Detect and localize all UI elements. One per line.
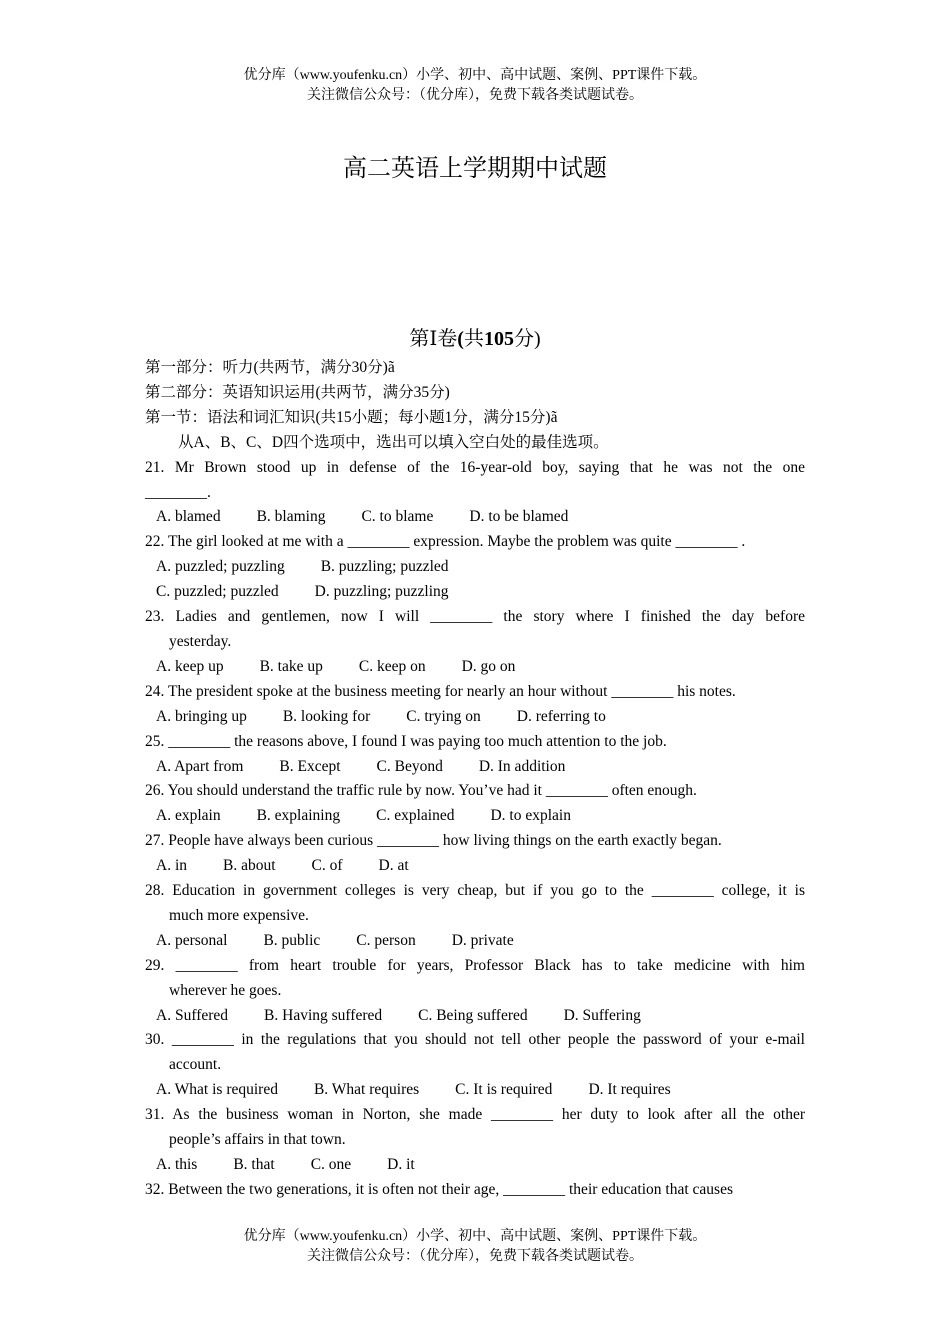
instruction-line: 从A、B、C、D四个选项中，选出可以填入空白处的最佳选项。 — [178, 433, 609, 451]
question-item — [145, 530, 805, 605]
answer-option: A. Apart from — [156, 757, 244, 775]
answer-option: D. Suffering — [563, 1006, 641, 1024]
question-item — [145, 456, 805, 531]
question-item — [145, 680, 805, 730]
question-stem: 28. Education in government colleges is very cheap, but if you go to the ________ college, it is — [145, 882, 805, 900]
answer-option: C. keep on — [358, 657, 426, 675]
question-stem-continued: wherever he goes. — [169, 981, 282, 999]
answer-option: D. to be blamed — [469, 508, 569, 526]
answer-option: C. Being suffered — [418, 1006, 528, 1024]
answer-option: B. take up — [259, 657, 323, 675]
answer-option: A. this — [156, 1156, 198, 1173]
option-row — [145, 929, 805, 954]
answer-option: C. to blame — [361, 508, 434, 526]
option-row — [145, 804, 805, 829]
question-stem-continued: ________. — [145, 483, 211, 501]
question-stem: 26. You should understand the traffic rule by now. You’ve had it ________ often enough. — [145, 782, 697, 800]
answer-option: A. Suffered — [156, 1006, 229, 1024]
answer-option: D. puzzling; puzzling — [314, 583, 449, 601]
option-row — [145, 854, 805, 879]
section-title-paren: ( — [457, 328, 464, 350]
section-title-score: 105 — [483, 328, 514, 350]
question-stem: 29. ________ from heart trouble for years, Professor Black has to take medicine with him — [145, 956, 805, 974]
answer-option: B. explaining — [256, 807, 341, 825]
question-stem: 31. As the business woman in Norton, she made ________ her duty to look after all the other — [145, 1106, 805, 1124]
section-title-mid: 共 — [463, 328, 484, 350]
option-row — [145, 555, 805, 580]
subsection-one-line: 第一节：语法和词汇知识(共15小题；每小题1分，满分15分)ã — [145, 408, 558, 426]
page-footer — [0, 1227, 950, 1267]
question-item — [145, 1103, 805, 1178]
answer-option: D. In addition — [478, 757, 566, 775]
answer-option: C. It is required — [455, 1081, 553, 1099]
answer-option: C. Beyond — [376, 757, 443, 775]
question-item — [145, 779, 805, 829]
answer-option: D. referring to — [516, 707, 606, 725]
part-two-line: 第二部分：英语知识运用(共两节，满分35分) — [145, 383, 450, 401]
option-row — [145, 1004, 805, 1029]
part-one-line: 第一部分：听力(共两节，满分30分)ã — [145, 359, 395, 376]
answer-option: D. it — [387, 1156, 415, 1173]
section-title — [145, 324, 805, 354]
question-stem-continued: account. — [169, 1056, 222, 1074]
question-stem: 30. ________ in the regulations that you should not tell other people the password of your e-mail — [145, 1031, 805, 1049]
question-item — [145, 730, 805, 780]
question-stem-continued: much more expensive. — [169, 906, 309, 924]
header-line-2: 关注微信公众号：（优分库），免费下载各类试题试卷。 — [307, 88, 643, 103]
answer-option: D. go on — [461, 657, 516, 675]
answer-option: A. keep up — [156, 657, 224, 675]
exam-content — [145, 324, 805, 1203]
answer-option: A. in — [156, 857, 187, 875]
exam-title: 高二英语上学期期中试题 — [343, 156, 607, 182]
option-row — [145, 705, 805, 730]
question-stem: 22. The girl looked at me with a ________ expression. Maybe the problem was quite ________ . — [145, 533, 746, 551]
section-title-prefix: 第Ⅰ卷 — [409, 328, 458, 350]
answer-option: B. Except — [279, 757, 341, 775]
question-stem: 32. Between the two generations, it is often not their age, ________ their education that causes — [145, 1180, 733, 1198]
footer-line-2: 关注微信公众号：（优分库），免费下载各类试题试卷。 — [307, 1249, 643, 1264]
answer-option: B. looking for — [282, 707, 371, 725]
answer-option: C. explained — [376, 807, 455, 825]
question-item — [145, 954, 805, 1029]
answer-option: B. that — [233, 1156, 275, 1173]
answer-option: C. of — [311, 857, 343, 875]
answer-option: B. about — [223, 857, 276, 875]
option-row — [145, 755, 805, 780]
question-item — [145, 1178, 805, 1203]
answer-option: B. public — [263, 931, 321, 949]
answer-option: B. Having suffered — [264, 1006, 383, 1024]
answer-option: D. private — [451, 931, 514, 949]
answer-option: A. explain — [156, 807, 221, 825]
answer-option: C. one — [310, 1156, 352, 1173]
answer-option: C. person — [356, 931, 416, 949]
question-stem: 25. ________ the reasons above, I found I was paying too much attention to the job. — [145, 732, 667, 750]
option-row — [145, 505, 805, 530]
answer-option: B. puzzling; puzzled — [320, 558, 449, 576]
question-item — [145, 1028, 805, 1103]
answer-option: D. at — [378, 857, 409, 875]
question-item — [145, 879, 805, 954]
option-row — [145, 1078, 805, 1103]
answer-option: B. blaming — [256, 508, 326, 526]
answer-option: A. puzzled; puzzling — [156, 558, 285, 576]
question-stem: 24. The president spoke at the business meeting for nearly an hour without ________ his notes. — [145, 682, 736, 700]
option-row — [145, 1153, 805, 1178]
question-item — [145, 829, 805, 879]
section-title-end: 分) — [513, 328, 541, 350]
question-item — [145, 605, 805, 680]
question-stem: 21. Mr Brown stood up in defense of the 16-year-old boy, saying that he was not the one — [145, 458, 805, 476]
answer-option: A. blamed — [156, 508, 221, 526]
answer-option: B. What requires — [313, 1081, 420, 1099]
footer-line-1: 优分库（www.youfenku.cn）小学、初中、高中试题、案例、PPT课件下载。 — [243, 1229, 707, 1244]
option-row — [145, 655, 805, 680]
answer-option: D. It requires — [588, 1081, 671, 1099]
answer-option: D. to explain — [490, 807, 571, 825]
page-header — [0, 66, 950, 106]
answer-option: A. What is required — [156, 1081, 278, 1099]
answer-option: A. bringing up — [156, 707, 247, 725]
question-stem: 27. People have always been curious ________ how living things on the earth exactly began. — [145, 832, 722, 850]
question-list — [145, 456, 805, 1203]
header-line-1: 优分库（www.youfenku.cn）小学、初中、高中试题、案例、PPT课件下载。 — [243, 68, 707, 83]
question-stem-continued: people’s affairs in that town. — [169, 1131, 346, 1149]
question-stem-continued: yesterday. — [169, 632, 232, 650]
answer-option: C. puzzled; puzzled — [156, 583, 279, 601]
question-stem: 23. Ladies and gentlemen, now I will ________ the story where I finished the day before — [145, 608, 805, 626]
answer-option: C. trying on — [406, 707, 481, 725]
answer-option: A. personal — [156, 931, 228, 949]
option-row — [145, 580, 805, 605]
